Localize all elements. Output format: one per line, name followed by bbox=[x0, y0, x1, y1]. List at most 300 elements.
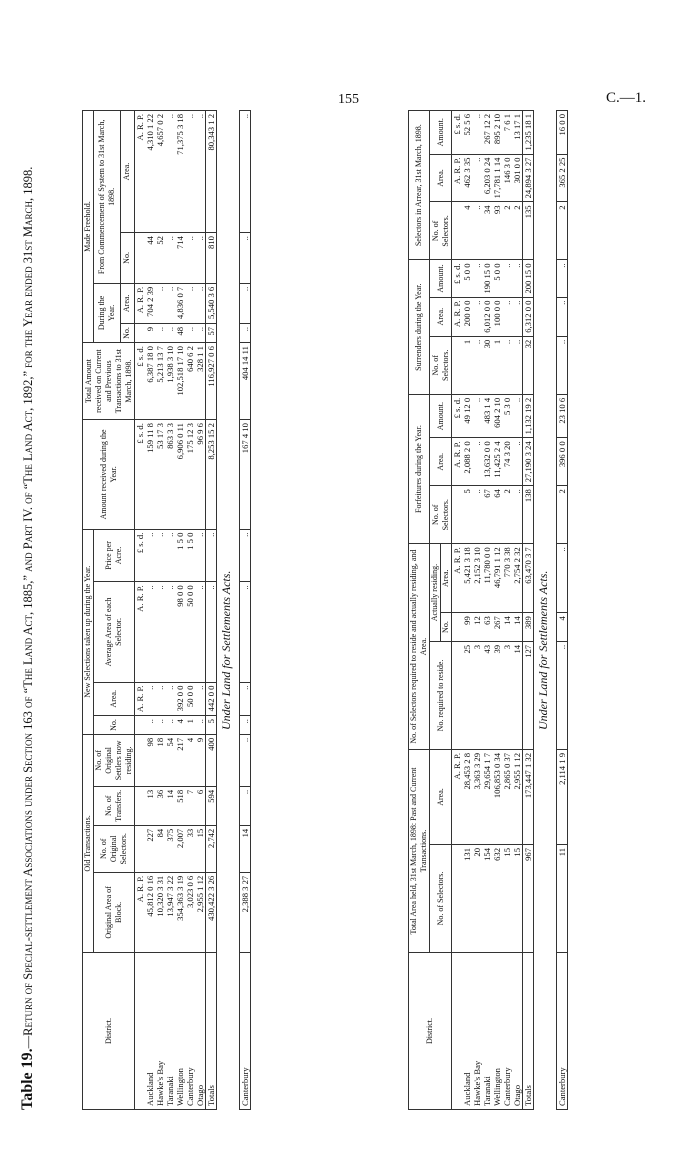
table-row bbox=[195, 111, 206, 1110]
cell-forf-area: 11,425 2 4 bbox=[492, 438, 502, 486]
cell-forf-area: 27,190 3 24 bbox=[523, 438, 534, 486]
cell-sur-amt: .. bbox=[512, 260, 523, 297]
cell-fc-no: .. bbox=[195, 233, 206, 284]
cell-sur-no: .. bbox=[472, 336, 482, 394]
cell-new-no: 4 bbox=[175, 716, 185, 735]
cell-orig-sel: 84 bbox=[155, 825, 165, 872]
cell-sur-no: 1 bbox=[462, 336, 472, 394]
cell-new-area: .. bbox=[155, 682, 165, 716]
cell-avg-area: .. bbox=[195, 582, 206, 682]
actually-residing-header: Actually residing. bbox=[430, 544, 441, 642]
land-for-settlements-row bbox=[557, 111, 568, 1110]
sur-amount-header: Amount. bbox=[430, 260, 452, 297]
amount-received-header: Amount received during the Year. bbox=[83, 420, 135, 530]
land-for-settlements-row bbox=[240, 111, 251, 1110]
cell-arr-area: 365 2 25 bbox=[557, 154, 568, 202]
forf-no-header: No. of Selectors. bbox=[430, 486, 452, 544]
cell-district: Wellington bbox=[492, 953, 502, 1110]
cell-new-no: .. bbox=[155, 716, 165, 735]
cell-orig-area: 430,422 3 26 bbox=[206, 872, 217, 952]
cell-arr-area: 17,781 1 14 bbox=[492, 154, 502, 202]
new-no-header: No. bbox=[94, 716, 135, 735]
cell-total-amt: 404 14 11 bbox=[240, 343, 251, 420]
cell-fc-area: .. bbox=[165, 111, 175, 233]
cell-sur-area: 6,312 0 0 bbox=[523, 297, 534, 336]
cell-res-area: 46,791 1 12 bbox=[492, 544, 502, 613]
table-row bbox=[472, 111, 482, 1110]
cell-fh-no: .. bbox=[195, 323, 206, 342]
cell-th-no: 131 bbox=[462, 844, 472, 952]
units-area: A. R. P. bbox=[452, 154, 463, 202]
cell-req: 39 bbox=[492, 641, 502, 749]
table-row bbox=[482, 111, 492, 1110]
cell-fc-no: .. bbox=[240, 233, 251, 284]
units-money: £ s. d. bbox=[452, 111, 463, 155]
cell-fh-no: .. bbox=[165, 323, 175, 342]
cell-th-no: 15 bbox=[502, 844, 512, 952]
original-selectors-header: No. of Original Selectors. bbox=[94, 825, 135, 872]
cell-arr-no: 2 bbox=[502, 202, 512, 260]
cell-price: .. bbox=[145, 529, 155, 582]
units-money: £ s. d. bbox=[452, 394, 463, 438]
cell-sur-amt: 5 0 0 bbox=[462, 260, 472, 297]
cell-district: Taranaki bbox=[165, 953, 175, 1110]
total-area-held-header: Total Area held, 31st March, 1898: Past and Current Transactions. bbox=[409, 750, 430, 953]
cell-fh-area: .. bbox=[155, 283, 165, 323]
units-area: A. R. P. bbox=[452, 297, 463, 336]
from-commencement-header: From Commencement of System to 31st March, 1898. bbox=[94, 111, 121, 284]
cell-residing: 54 bbox=[165, 734, 175, 786]
cell-district: Canterbury bbox=[185, 953, 195, 1110]
cell-fc-area: 4,657 0 2 bbox=[155, 111, 165, 233]
cell-th-no: 11 bbox=[557, 844, 568, 952]
cell-fh-area: 704 2 39 bbox=[145, 283, 155, 323]
cell-price: .. bbox=[206, 529, 217, 582]
cell-req: 127 bbox=[523, 641, 534, 749]
cell-fc-area: 4,310 1 22 bbox=[145, 111, 155, 233]
cell-amt-recv: 175 12 3 bbox=[185, 420, 195, 530]
cell-req: 14 bbox=[512, 641, 523, 749]
sur-area-header: Area. bbox=[430, 297, 452, 336]
cell-arr-amt: 52 5 6 bbox=[462, 111, 472, 155]
cell-price: .. bbox=[155, 529, 165, 582]
cell-district: Hawke's Bay bbox=[155, 953, 165, 1110]
cell-residing: 4 bbox=[185, 734, 195, 786]
cell-res-no: 12 bbox=[472, 613, 482, 642]
fc-area-header: Area. bbox=[120, 111, 134, 233]
cell-arr-area: 6,203 0 24 bbox=[482, 154, 492, 202]
cell-price: .. bbox=[195, 529, 206, 582]
cell-total-amt: 5,213 13 7 bbox=[155, 343, 165, 420]
cell-district: Auckland bbox=[462, 953, 472, 1110]
cell-th-no: 15 bbox=[512, 844, 523, 952]
cell-orig-area: 45,812 0 16 bbox=[145, 872, 155, 952]
cell-th-area: 2,865 0 37 bbox=[502, 750, 512, 845]
cell-req: 25 bbox=[462, 641, 472, 749]
cell-amt-recv: 159 11 8 bbox=[145, 420, 155, 530]
cell-orig-sel: 15 bbox=[195, 825, 206, 872]
cell-fh-area: .. bbox=[195, 283, 206, 323]
cell-orig-area: 13,947 3 22 bbox=[165, 872, 175, 952]
units-area: A. R. P. bbox=[452, 750, 463, 845]
cell-sur-no: 1 bbox=[492, 336, 502, 394]
cell-res-area: .. bbox=[557, 544, 568, 613]
cell-district: Hawke's Bay bbox=[472, 953, 482, 1110]
cell-orig-area: 354,363 3 19 bbox=[175, 872, 185, 952]
cell-sur-area: .. bbox=[512, 297, 523, 336]
cell-res-area: 2,152 3 10 bbox=[472, 544, 482, 613]
new-area-header: Area. bbox=[94, 682, 135, 716]
cell-forf-amt: 5 3 0 bbox=[502, 394, 512, 438]
res-area-header: Area. bbox=[441, 544, 452, 613]
cell-forf-amt: 23 10 6 bbox=[557, 394, 568, 438]
cell-sur-amt: 200 15 0 bbox=[523, 260, 534, 297]
cell-total-amt: 6,387 18 0 bbox=[145, 343, 155, 420]
cell-arr-area: 24,894 3 27 bbox=[523, 154, 534, 202]
cell-arr-amt: 895 2 10 bbox=[492, 111, 502, 155]
cell-sur-amt: 5 0 0 bbox=[492, 260, 502, 297]
cell-district: Totals bbox=[523, 953, 534, 1110]
cell-orig-sel: 2,007 bbox=[175, 825, 185, 872]
cell-total-amt: 116,927 0 6 bbox=[206, 343, 217, 420]
cell-fc-area: .. bbox=[185, 111, 195, 233]
cell-th-area: 2,955 1 12 bbox=[512, 750, 523, 845]
cell-price: 1 5 0 bbox=[175, 529, 185, 582]
cell-sur-no: 32 bbox=[523, 336, 534, 394]
cell-fc-no: 44 bbox=[145, 233, 155, 284]
cell-orig-area: 2,388 3 27 bbox=[240, 872, 251, 952]
cell-sur-area: 6,012 0 0 bbox=[482, 297, 492, 336]
table-row bbox=[145, 111, 155, 1110]
cell-res-area: 63,470 3 7 bbox=[523, 544, 534, 613]
cell-district: Wellington bbox=[175, 953, 185, 1110]
cell-th-area: 106,853 0 34 bbox=[492, 750, 502, 845]
cell-residing: 9 bbox=[195, 734, 206, 786]
cell-forf-amt: .. bbox=[472, 394, 482, 438]
cell-arr-amt: 13 17 1 bbox=[512, 111, 523, 155]
cell-orig-sel: 33 bbox=[185, 825, 195, 872]
cell-orig-area: 2,955 1 12 bbox=[195, 872, 206, 952]
cell-avg-area: .. bbox=[155, 582, 165, 682]
cell-new-area: .. bbox=[145, 682, 155, 716]
cell-total-amt: 1,938 3 10 bbox=[165, 343, 175, 420]
cell-amt-recv: 863 3 3 bbox=[165, 420, 175, 530]
cell-district: Otago bbox=[512, 953, 523, 1110]
cell-fh-area: .. bbox=[240, 283, 251, 323]
totals-row bbox=[523, 111, 534, 1110]
cell-residing: .. bbox=[240, 734, 251, 786]
cell-fh-no: 48 bbox=[175, 323, 185, 342]
cell-fh-area: .. bbox=[165, 283, 175, 323]
cell-fc-area: .. bbox=[240, 111, 251, 233]
cell-amt-recv: 8,253 15 2 bbox=[206, 420, 217, 530]
cell-sur-amt: 190 15 0 bbox=[482, 260, 492, 297]
cell-new-no: .. bbox=[145, 716, 155, 735]
cell-sur-no: .. bbox=[557, 336, 568, 394]
table-row bbox=[165, 111, 175, 1110]
cell-orig-sel: 227 bbox=[145, 825, 155, 872]
page-number: 155 bbox=[338, 92, 359, 107]
cell-res-no: 4 bbox=[557, 613, 568, 642]
cell-fh-no: 57 bbox=[206, 323, 217, 342]
cell-arr-no: .. bbox=[472, 202, 482, 260]
cell-orig-sel: 375 bbox=[165, 825, 175, 872]
cell-price: .. bbox=[165, 529, 175, 582]
cell-new-area: 50 0 0 bbox=[185, 682, 195, 716]
cell-new-no: .. bbox=[165, 716, 175, 735]
cell-district: Auckland bbox=[145, 953, 155, 1110]
cell-sur-area: .. bbox=[557, 297, 568, 336]
cell-fh-area: 4,836 0 7 bbox=[175, 283, 185, 323]
forf-amount-header: Amount. bbox=[430, 394, 452, 438]
cell-res-area: 5,421 3 18 bbox=[462, 544, 472, 613]
cell-forf-area: .. bbox=[472, 438, 482, 486]
cell-new-area: 442 0 0 bbox=[206, 682, 217, 716]
cell-residing: 18 bbox=[155, 734, 165, 786]
cell-th-area: 28,453 2 8 bbox=[462, 750, 472, 845]
price-header: Price per Acre. bbox=[94, 529, 135, 582]
cell-fh-no: .. bbox=[185, 323, 195, 342]
cell-total-amt: 102,518 17 10 bbox=[175, 343, 185, 420]
average-area-header: Average Area of each Selector. bbox=[94, 582, 135, 682]
units-area: A. R. P. bbox=[135, 111, 146, 233]
cell-th-no: 632 bbox=[492, 844, 502, 952]
units-area: A. R. P. bbox=[135, 872, 146, 952]
cell-new-area: .. bbox=[165, 682, 175, 716]
cell-sur-no: .. bbox=[512, 336, 523, 394]
cell-new-no: 5 bbox=[206, 716, 217, 735]
cell-district: Canterbury bbox=[240, 953, 251, 1110]
th-no-header: No. of Selectors. bbox=[430, 844, 452, 952]
cell-avg-area: .. bbox=[206, 582, 217, 682]
cell-transfers: 7 bbox=[185, 786, 195, 825]
cell-transfers: 36 bbox=[155, 786, 165, 825]
cell-arr-amt: 16 0 0 bbox=[557, 111, 568, 155]
cell-fh-no: 9 bbox=[145, 323, 155, 342]
cell-sur-area: .. bbox=[502, 297, 512, 336]
cell-forf-area: 74 3 20 bbox=[502, 438, 512, 486]
table-row bbox=[185, 111, 195, 1110]
cell-res-no: 14 bbox=[512, 613, 523, 642]
cell-fc-area: 80,343 1 2 bbox=[206, 111, 217, 233]
forf-area-header: Area. bbox=[430, 438, 452, 486]
table-title-text: —Return of Special-settlement Associations under Section 163 of “The Land Act, 1885,” and Part IV. of “The Land Act, 1892,” for the Year ended 31st March, 1898. bbox=[21, 166, 35, 1049]
cell-th-area: 29,654 1 7 bbox=[482, 750, 492, 845]
cell-sur-no: 30 bbox=[482, 336, 492, 394]
cell-req: 3 bbox=[502, 641, 512, 749]
cell-arr-area: 146 3 0 bbox=[502, 154, 512, 202]
units-area: A. R. P. bbox=[135, 682, 146, 716]
cell-price: .. bbox=[240, 529, 251, 582]
cell-arr-no: 135 bbox=[523, 202, 534, 260]
cell-arr-area: .. bbox=[472, 154, 482, 202]
cell-new-no: .. bbox=[240, 716, 251, 735]
surrenders-header: Surrenders during the Year. bbox=[409, 260, 430, 394]
cell-sur-amt: .. bbox=[502, 260, 512, 297]
cell-forf-no: 67 bbox=[482, 486, 492, 544]
cell-residing: 400 bbox=[206, 734, 217, 786]
cell-arr-amt: 267 12 2 bbox=[482, 111, 492, 155]
total-amount-header: Total Amount received on Current and Previous Transactions to 31st March, 1898. bbox=[83, 343, 135, 420]
cell-new-area: .. bbox=[195, 682, 206, 716]
forfeitures-header: Forfeitures during the Year. bbox=[409, 394, 430, 543]
cell-arr-no: 93 bbox=[492, 202, 502, 260]
cell-arr-area: 462 3 35 bbox=[462, 154, 472, 202]
units-money: £ s. d. bbox=[135, 343, 146, 420]
cell-th-area: 173,447 1 32 bbox=[523, 750, 534, 845]
cell-new-area: 392 0 0 bbox=[175, 682, 185, 716]
cell-fc-no: 714 bbox=[175, 233, 185, 284]
cell-res-area: 11,780 0 0 bbox=[482, 544, 492, 613]
cell-th-area: 2,114 1 9 bbox=[557, 750, 568, 845]
cell-avg-area: .. bbox=[145, 582, 155, 682]
cell-fh-no: .. bbox=[240, 323, 251, 342]
cell-total-amt: 328 1 1 bbox=[195, 343, 206, 420]
cell-fc-area: 71,375 3 18 bbox=[175, 111, 185, 233]
cell-res-area: 2,754 2 32 bbox=[512, 544, 523, 613]
cell-sur-amt: .. bbox=[472, 260, 482, 297]
under-land-label: Under Land for Settlements Acts. bbox=[219, 570, 233, 730]
made-freehold-header: Made Freehold. bbox=[83, 111, 94, 343]
cell-amt-recv: 96 9 6 bbox=[195, 420, 206, 530]
cell-fh-area: 5,540 3 6 bbox=[206, 283, 217, 323]
arr-no-header: No. of Selectors. bbox=[430, 202, 452, 260]
table-row bbox=[175, 111, 185, 1110]
cell-forf-area: 13,632 0 0 bbox=[482, 438, 492, 486]
units-area: A. R. P. bbox=[135, 582, 146, 682]
original-area-header: Original Area of Block. bbox=[94, 872, 135, 952]
cell-orig-area: 10,320 3 31 bbox=[155, 872, 165, 952]
cell-fh-no: .. bbox=[155, 323, 165, 342]
cell-forf-no: .. bbox=[472, 486, 482, 544]
cell-orig-area: 3,023 0 6 bbox=[185, 872, 195, 952]
district-header: District. bbox=[83, 953, 135, 1110]
cell-res-no: 389 bbox=[523, 613, 534, 642]
res-no-header: No. bbox=[441, 613, 452, 642]
cell-amt-recv: 53 17 3 bbox=[155, 420, 165, 530]
table-row bbox=[492, 111, 502, 1110]
units-area: A. R. P. bbox=[135, 283, 146, 323]
fh-area-header: Area. bbox=[120, 283, 134, 323]
cell-res-no: 63 bbox=[482, 613, 492, 642]
cell-orig-sel: 14 bbox=[240, 825, 251, 872]
units-money: £ s. d. bbox=[135, 420, 146, 530]
cell-new-no: .. bbox=[195, 716, 206, 735]
table-number: Table 19. bbox=[19, 1048, 36, 1110]
cell-fc-area: .. bbox=[195, 111, 206, 233]
cell-forf-amt: .. bbox=[512, 394, 523, 438]
cell-total-amt: 640 6 2 bbox=[185, 343, 195, 420]
cell-forf-amt: 49 12 0 bbox=[462, 394, 472, 438]
cell-transfers: 6 bbox=[195, 786, 206, 825]
cell-forf-area: 2,088 2 0 bbox=[462, 438, 472, 486]
cell-req: .. bbox=[557, 641, 568, 749]
cell-district: Canterbury bbox=[502, 953, 512, 1110]
required-to-reside-header: No. of Selectors required to reside and actually residing, and Area. bbox=[409, 544, 430, 750]
cell-transfers: 518 bbox=[175, 786, 185, 825]
cell-transfers: 13 bbox=[145, 786, 155, 825]
cell-forf-no: 2 bbox=[557, 486, 568, 544]
cell-arr-amt: 7 6 1 bbox=[502, 111, 512, 155]
cell-forf-no: .. bbox=[512, 486, 523, 544]
units-area: A. R. P. bbox=[452, 438, 463, 486]
cell-orig-sel: 2,742 bbox=[206, 825, 217, 872]
cell-forf-no: 138 bbox=[523, 486, 534, 544]
units-money: £ s. d. bbox=[135, 529, 146, 582]
rotated-table-page bbox=[20, 110, 688, 1110]
units-area: A. R. P. bbox=[452, 544, 463, 613]
cell-res-area: 770 3 38 bbox=[502, 544, 512, 613]
cell-avg-area: 50 0 0 bbox=[185, 582, 195, 682]
transfers-header: No. of Transfers. bbox=[94, 786, 135, 825]
arr-amount-header: Amount. bbox=[430, 111, 452, 155]
cell-amt-recv: 167 4 10 bbox=[240, 420, 251, 530]
cell-arr-no: 34 bbox=[482, 202, 492, 260]
cell-forf-amt: 604 2 10 bbox=[492, 394, 502, 438]
cell-district: Canterbury bbox=[557, 953, 568, 1110]
cell-arr-amt: 1,235 18 1 bbox=[523, 111, 534, 155]
under-land-label: Under Land for Settlements Acts. bbox=[536, 570, 550, 730]
table-row bbox=[502, 111, 512, 1110]
cell-forf-no: 2 bbox=[502, 486, 512, 544]
cell-res-no: 14 bbox=[502, 613, 512, 642]
cell-sur-amt: .. bbox=[557, 260, 568, 297]
cell-th-area: 3,363 3 29 bbox=[472, 750, 482, 845]
cell-residing: 98 bbox=[145, 734, 155, 786]
cell-new-no: 1 bbox=[185, 716, 195, 735]
cell-req: 3 bbox=[472, 641, 482, 749]
cell-avg-area: .. bbox=[165, 582, 175, 682]
new-selections-header: New Selections taken up during the Year. bbox=[83, 529, 94, 734]
cell-th-no: 20 bbox=[472, 844, 482, 952]
cell-fc-no: 52 bbox=[155, 233, 165, 284]
cell-residing: 217 bbox=[175, 734, 185, 786]
old-transactions-header: Old Transactions. bbox=[83, 734, 94, 952]
arr-area-header: Area. bbox=[430, 154, 452, 202]
cell-th-no: 154 bbox=[482, 844, 492, 952]
cell-res-no: 267 bbox=[492, 613, 502, 642]
residing-header: No. of Original Settlers now residing. bbox=[94, 734, 135, 786]
cell-fc-no: .. bbox=[185, 233, 195, 284]
cell-district: Totals bbox=[206, 953, 217, 1110]
cell-res-no: 99 bbox=[462, 613, 472, 642]
cell-forf-amt: 1,132 19 2 bbox=[523, 394, 534, 438]
cell-arr-amt: .. bbox=[472, 111, 482, 155]
cell-district: Otago bbox=[195, 953, 206, 1110]
cell-new-area: .. bbox=[240, 682, 251, 716]
cell-fh-area: .. bbox=[185, 283, 195, 323]
cell-forf-amt: 483 1 4 bbox=[482, 394, 492, 438]
table-row bbox=[462, 111, 472, 1110]
th-area-header: Area. bbox=[430, 750, 452, 845]
cell-avg-area: .. bbox=[240, 582, 251, 682]
document-code: C.—1. bbox=[606, 90, 647, 106]
fc-no-header: No. bbox=[120, 233, 134, 284]
cell-forf-no: 5 bbox=[462, 486, 472, 544]
cell-forf-area: 396 0 0 bbox=[557, 438, 568, 486]
table-row bbox=[155, 111, 165, 1110]
sur-no-header: No. of Selectors. bbox=[430, 336, 452, 394]
cell-arr-no: 2 bbox=[512, 202, 523, 260]
during-year-header: During the Year. bbox=[94, 283, 121, 342]
cell-price: 1 5 0 bbox=[185, 529, 195, 582]
cell-sur-area: 200 0 0 bbox=[462, 297, 472, 336]
district-header: District. bbox=[409, 953, 452, 1110]
cell-fc-no: 810 bbox=[206, 233, 217, 284]
cell-forf-no: 64 bbox=[492, 486, 502, 544]
table-title bbox=[20, 110, 36, 1110]
cell-sur-area: .. bbox=[472, 297, 482, 336]
